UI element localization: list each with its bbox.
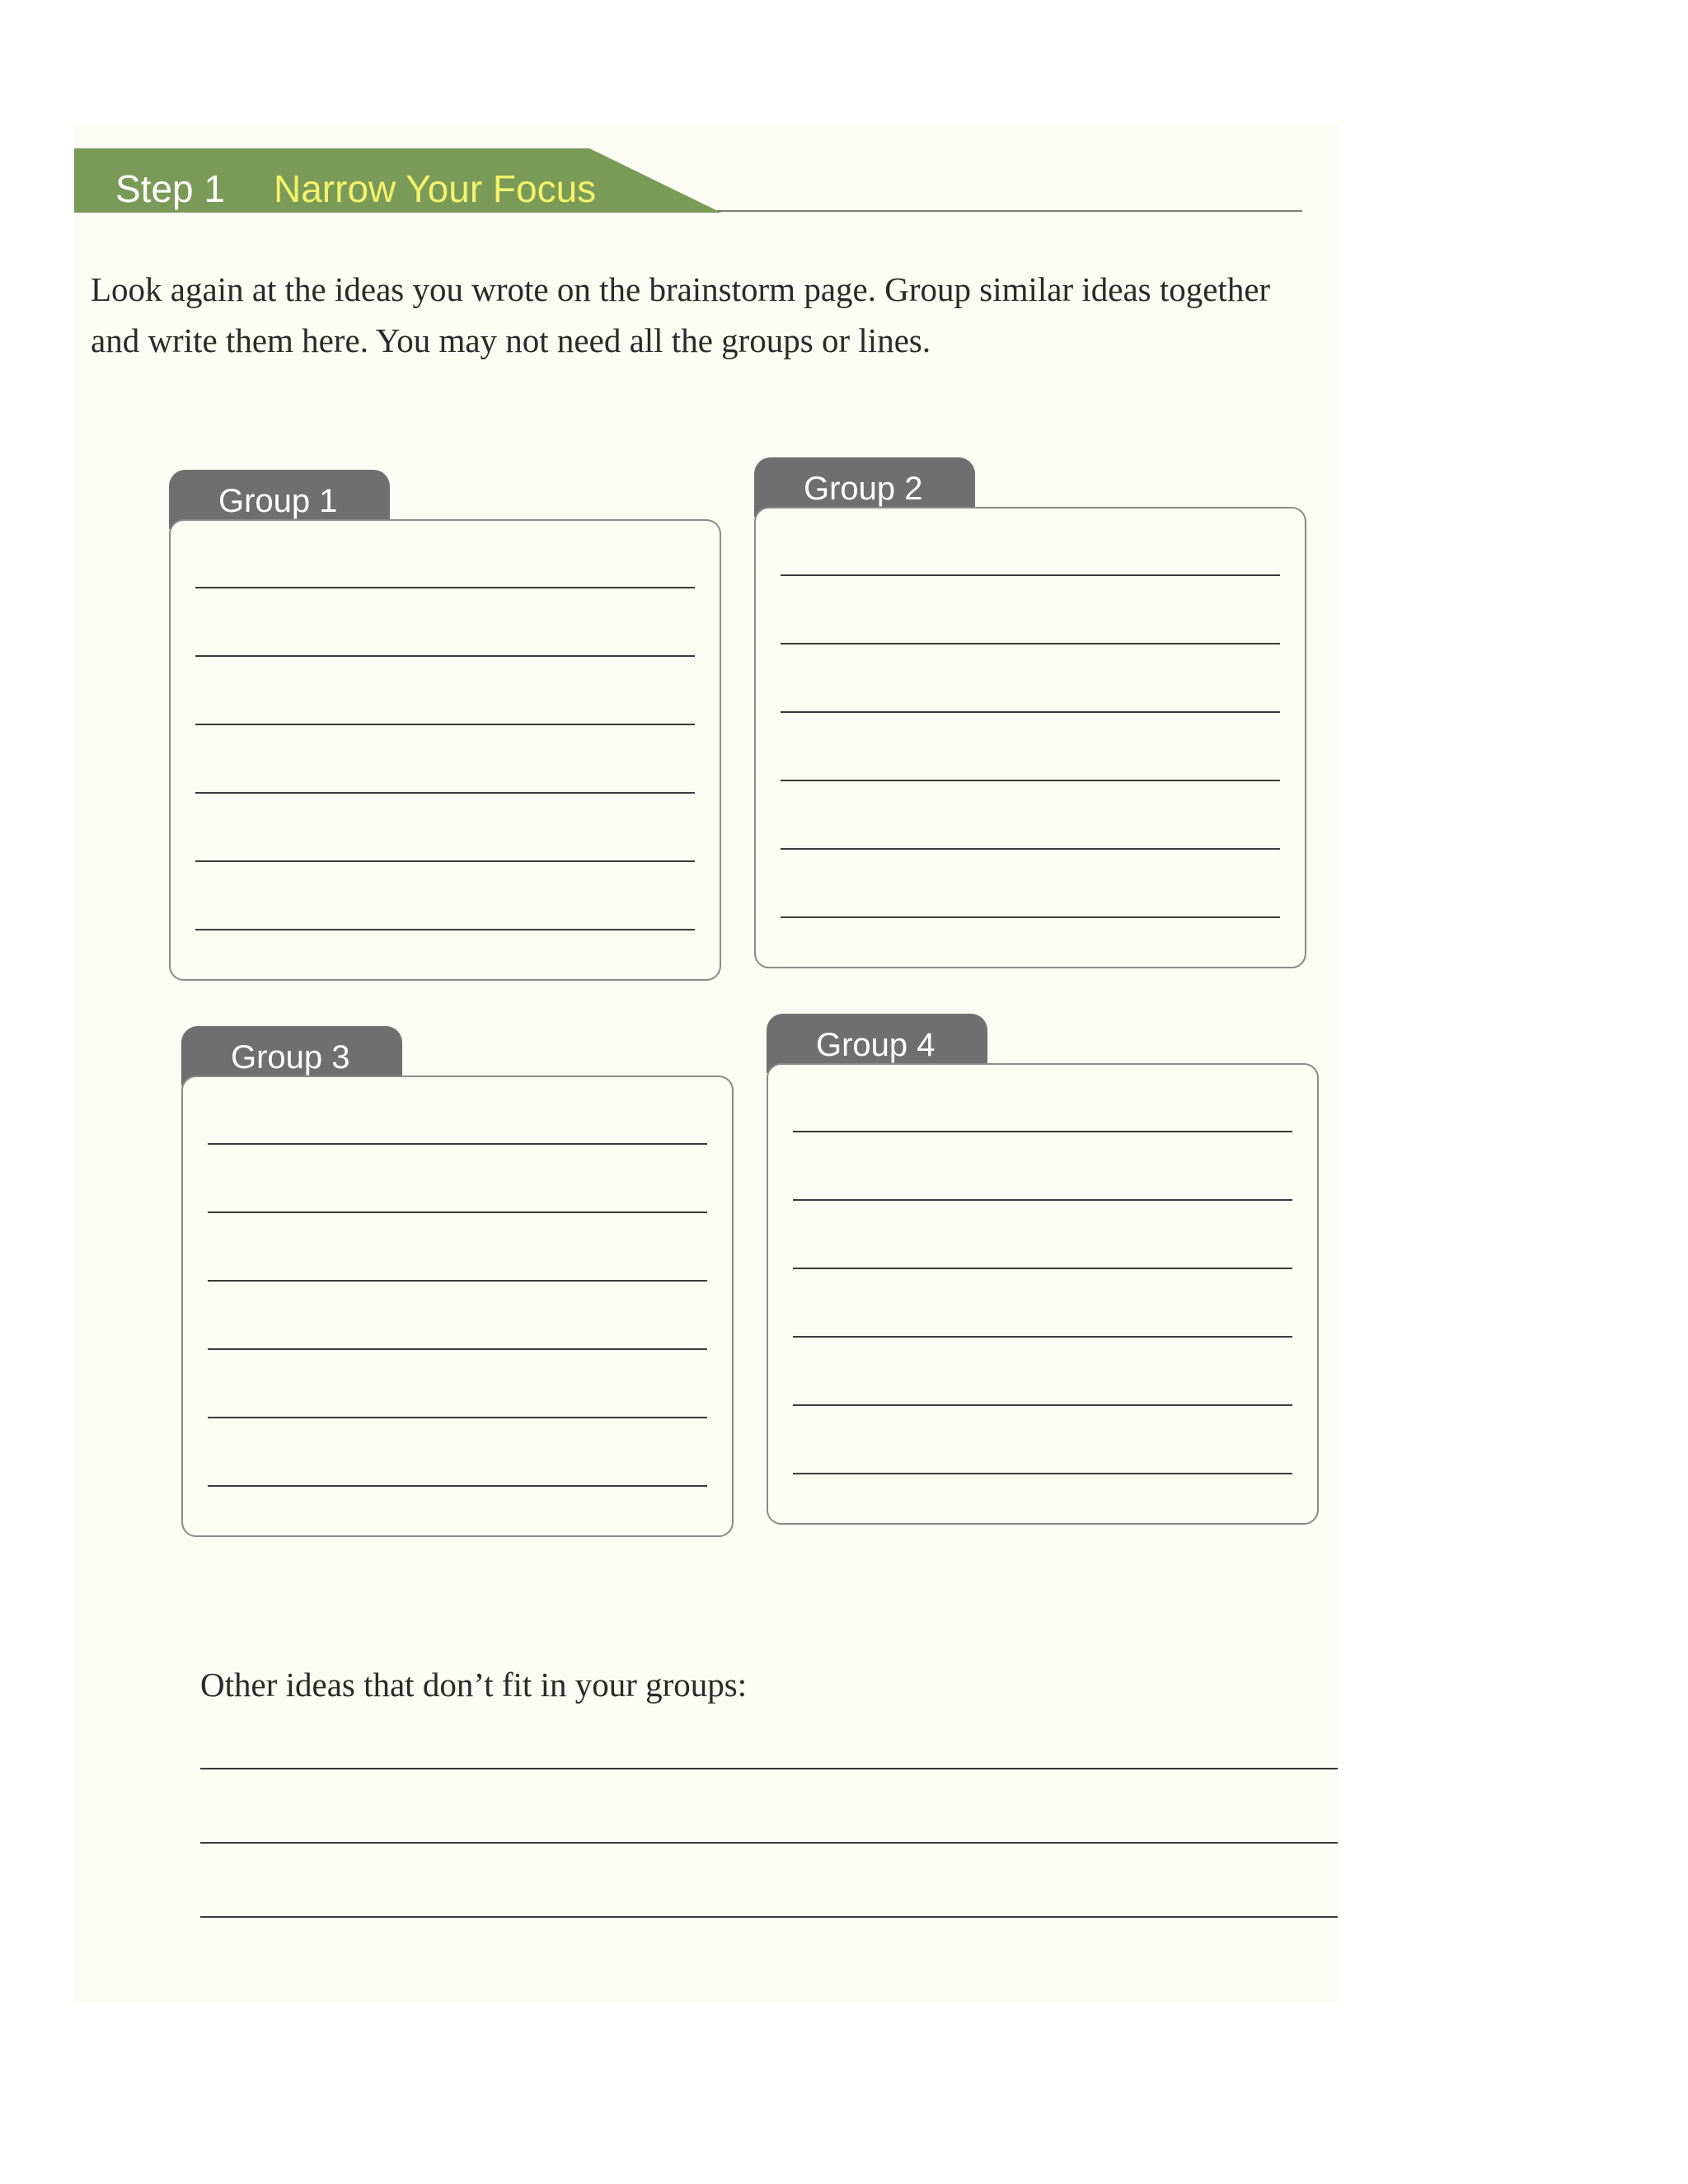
group-2-tab: Group 2 <box>754 457 975 517</box>
group-1-box <box>169 519 721 981</box>
writing-line[interactable] <box>793 1473 1292 1474</box>
writing-line[interactable] <box>195 792 695 794</box>
writing-line[interactable] <box>208 1143 707 1145</box>
instructions-text: Look again at the ideas you wrote on the brainstorm page. Group similar ideas together and write them here. You may not need all the groups or lines. <box>91 270 1271 359</box>
writing-line[interactable] <box>195 655 695 657</box>
group-3-box <box>181 1076 734 1537</box>
writing-line[interactable] <box>793 1131 1292 1132</box>
worksheet-page <box>74 124 1339 2003</box>
writing-line[interactable] <box>781 574 1280 576</box>
step-title: Narrow Your Focus <box>274 167 597 210</box>
group-1-panel <box>169 470 721 981</box>
writing-line[interactable] <box>208 1212 707 1213</box>
writing-line[interactable] <box>195 929 695 930</box>
step-number: Step 1 <box>115 167 225 210</box>
writing-line[interactable] <box>208 1348 707 1350</box>
writing-line[interactable] <box>195 724 695 725</box>
group-4-box <box>767 1063 1319 1525</box>
writing-line[interactable] <box>793 1199 1292 1201</box>
group-2-box <box>754 507 1306 968</box>
other-ideas-line[interactable] <box>200 1842 1338 1844</box>
writing-line[interactable] <box>781 780 1280 781</box>
writing-line[interactable] <box>208 1417 707 1418</box>
writing-line[interactable] <box>208 1280 707 1282</box>
writing-line[interactable] <box>195 860 695 862</box>
group-4-panel <box>767 1014 1319 1525</box>
writing-line[interactable] <box>781 711 1280 713</box>
group-3-panel <box>181 1026 734 1537</box>
group-3-tab: Group 3 <box>181 1026 402 1085</box>
header-rule <box>717 210 1302 212</box>
group-1-tab: Group 1 <box>169 470 390 529</box>
writing-line[interactable] <box>793 1404 1292 1406</box>
group-2-panel <box>754 457 1306 968</box>
writing-line[interactable] <box>781 848 1280 850</box>
writing-line[interactable] <box>195 587 695 588</box>
other-ideas-label: Other ideas that don’t fit in your groups: <box>200 1666 748 1704</box>
other-ideas-line[interactable] <box>200 1768 1338 1769</box>
writing-line[interactable] <box>781 916 1280 918</box>
other-ideas-line[interactable] <box>200 1916 1338 1918</box>
writing-line[interactable] <box>793 1336 1292 1338</box>
writing-line[interactable] <box>793 1268 1292 1269</box>
writing-line[interactable] <box>208 1485 707 1487</box>
writing-line[interactable] <box>781 643 1280 644</box>
group-4-tab: Group 4 <box>767 1014 987 1073</box>
